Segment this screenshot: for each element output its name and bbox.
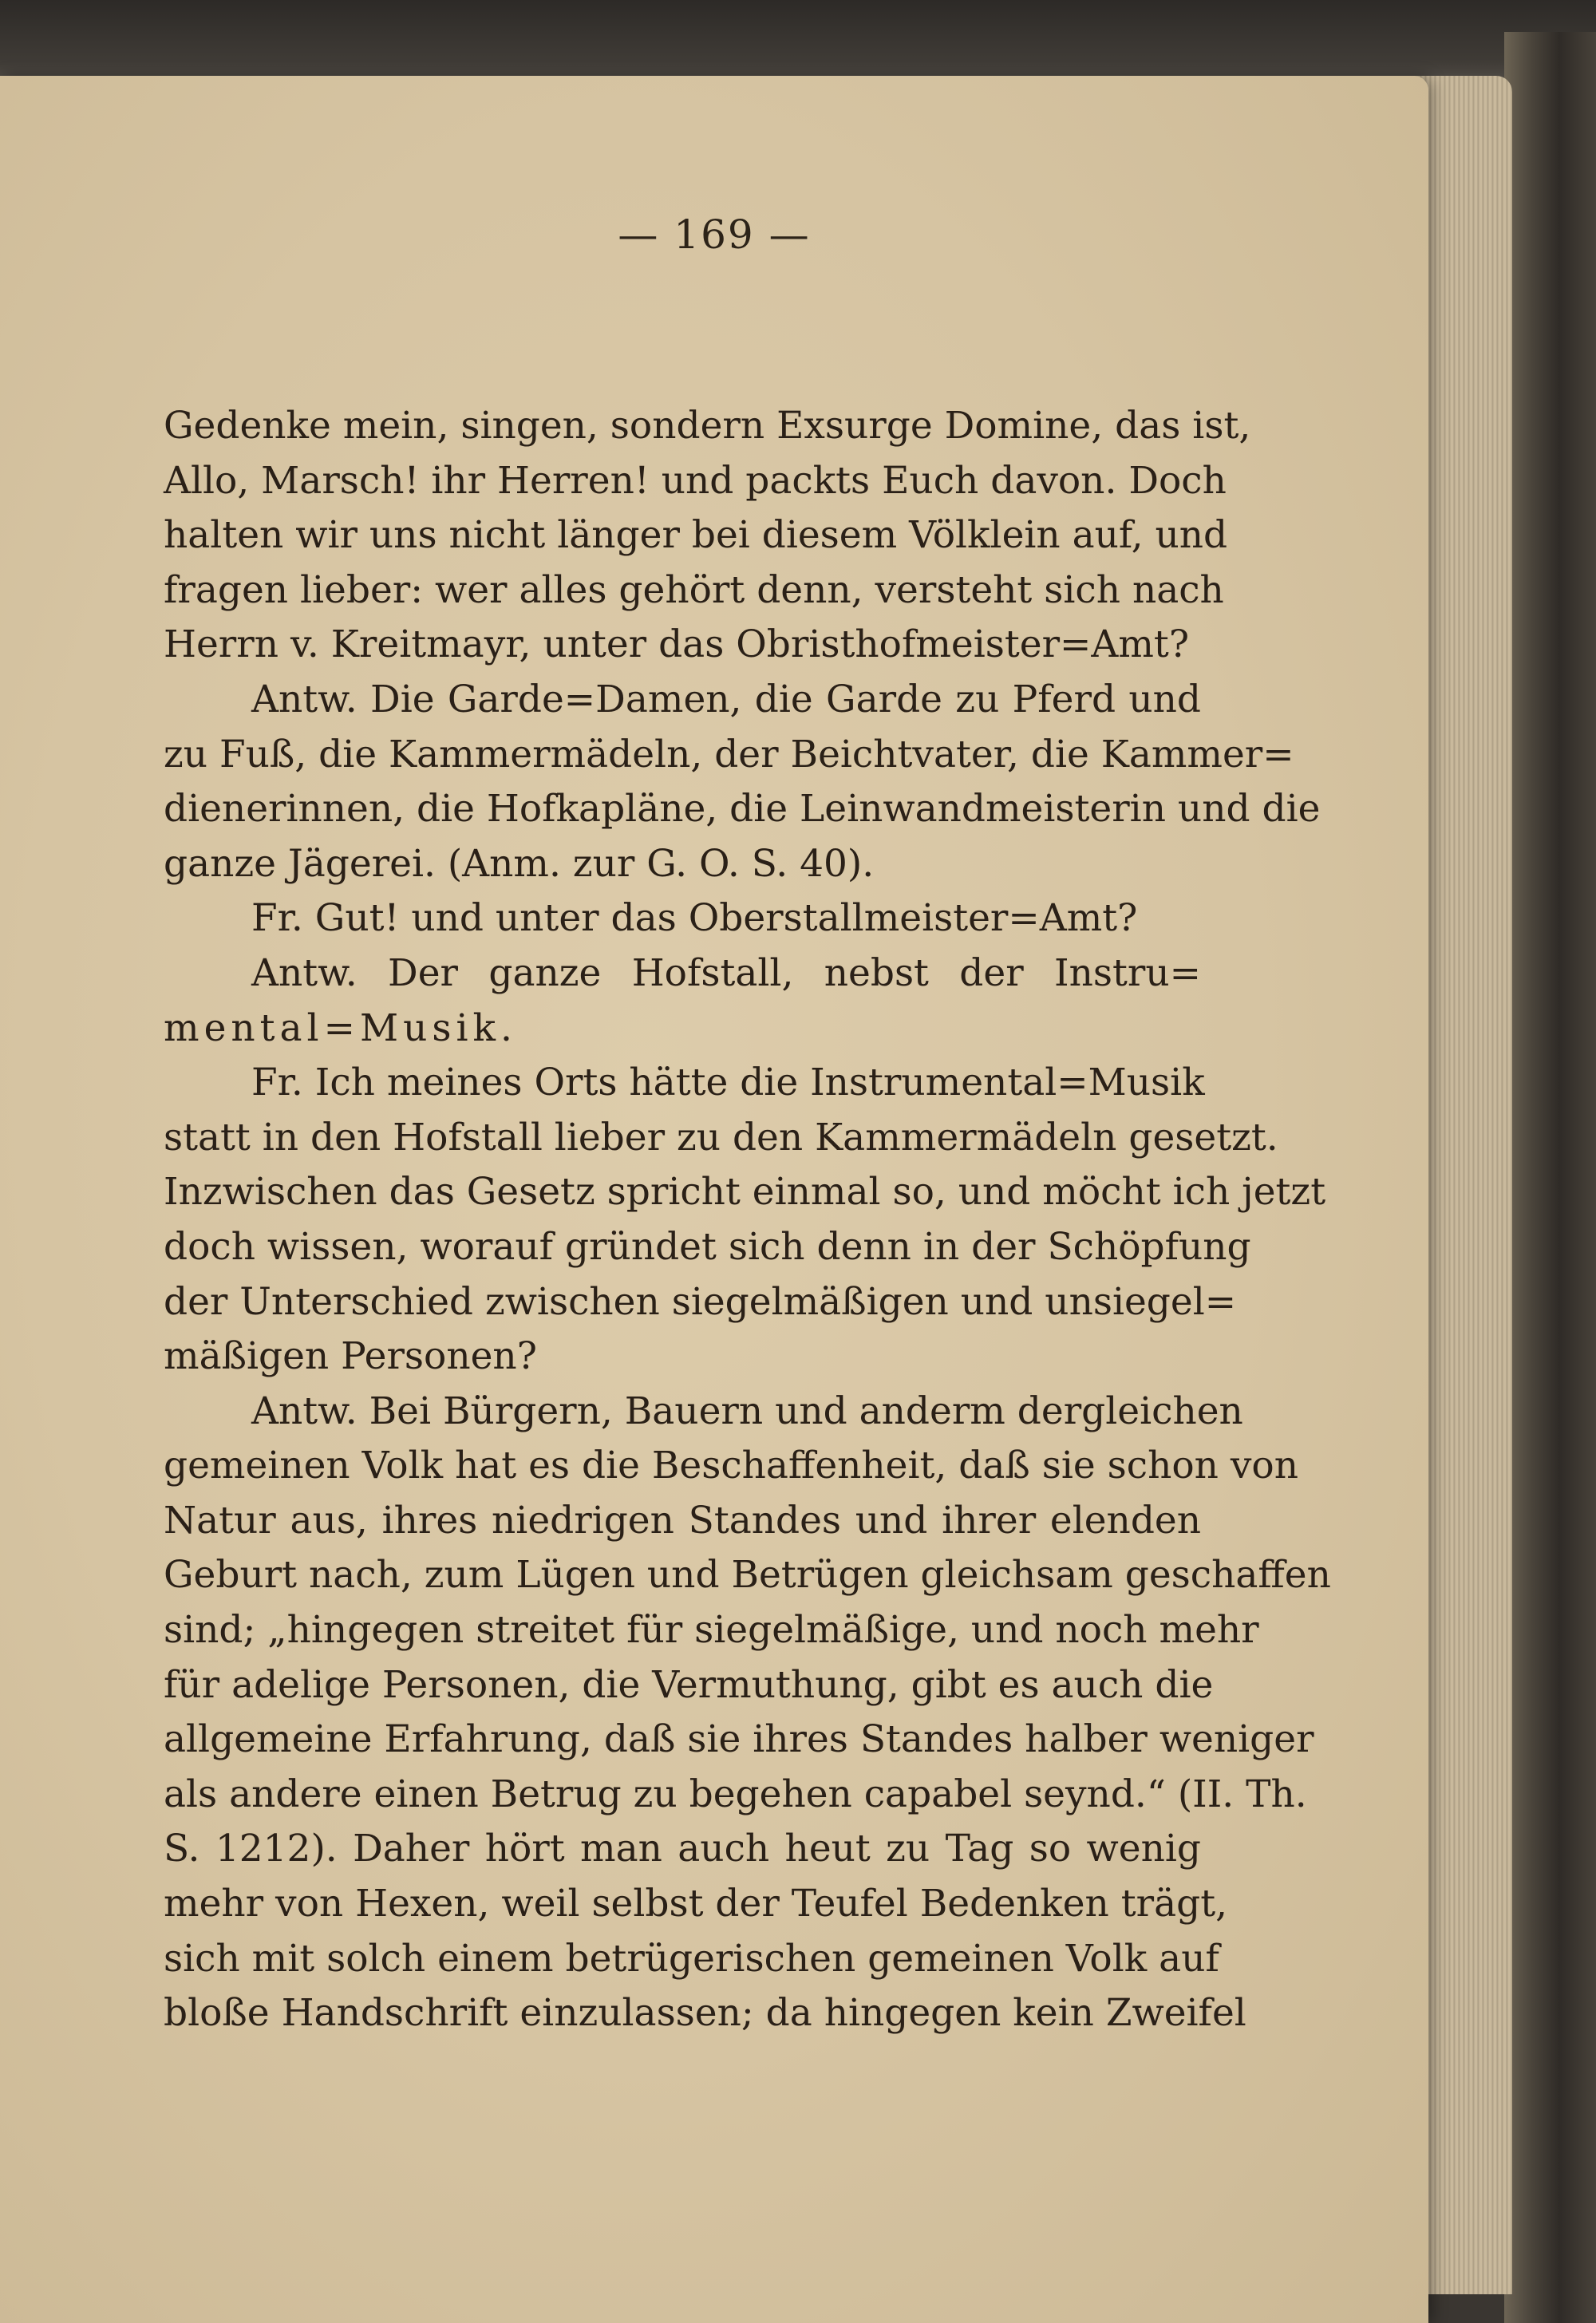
text-line: sind; „hingegen streitet für siegelmäßige, und noch mehr (164, 1608, 1259, 1653)
book-page (0, 76, 1428, 2323)
text-line: der Unterschied zwischen siegelmäßigen und unsiegel= (164, 1279, 1237, 1324)
text-line: fragen lieber: wer alles gehört denn, versteht sich nach (164, 567, 1224, 612)
text-line: Allo, Marsch! ihr Herren! und packts Euch davon. Doch (164, 458, 1227, 503)
book-spine-edge (1504, 32, 1596, 2323)
text-line: Herrn v. Kreitmayr, unter das Obristhofmeister=Amt? (164, 622, 1190, 667)
text-line: mäßigen Personen? (164, 1334, 537, 1379)
text-line: Fr. Ich meines Orts hätte die Instrumental=Musik (251, 1061, 1205, 1105)
text-line: mental=Musik. (164, 1005, 517, 1050)
text-line: Geburt nach, zum Lügen und Betrügen gleichsam geschaffen (164, 1553, 1331, 1598)
text-line: gemeinen Volk hat es die Beschaffenheit, daß sie schon von (164, 1444, 1298, 1488)
text-line: Natur aus, ihres niedrigen Standes und ihrer elenden (164, 1498, 1201, 1543)
text-line: halten wir uns nicht länger bei diesem Völklein auf, und (164, 513, 1228, 558)
text-line: Fr. Gut! und unter das Oberstallmeister=Amt? (251, 896, 1138, 941)
text-line: zu Fuß, die Kammermädeln, der Beichtvater, die Kammer= (164, 732, 1294, 776)
page-number: — 169 — (618, 211, 811, 258)
text-line: ganze Jägerei. (Anm. zur G. O. S. 40). (164, 841, 875, 886)
text-line: dienerinnen, die Hofkapläne, die Leinwandmeisterin und die (164, 787, 1321, 832)
text-line: als andere einen Betrug zu begehen capabel seynd.“ (II. Th. (164, 1772, 1307, 1816)
text-line: doch wissen, worauf gründet sich denn in der Schöpfung (164, 1224, 1251, 1269)
text-line: Gedenke mein, singen, sondern Exsurge Domine, das ist, (164, 404, 1251, 448)
text-line: Antw. Die Garde=Damen, die Garde zu Pferd und (251, 677, 1201, 721)
text-line: S. 1212). Daher hört man auch heut zu Tag so wenig (164, 1827, 1201, 1871)
text-line: bloße Handschrift einzulassen; da hingegen kein Zweifel (164, 1991, 1246, 2036)
text-line: statt in den Hofstall lieber zu den Kammermädeln gesetzt. (164, 1115, 1278, 1160)
book-cover-top (0, 0, 1596, 88)
text-body (164, 399, 1331, 2041)
text-line: Inzwischen das Gesetz spricht einmal so, und möcht ich jetzt (164, 1170, 1326, 1215)
text-line: mehr von Hexen, weil selbst der Teufel Bedenken trägt, (164, 1882, 1228, 1926)
text-line: allgemeine Erfahrung, daß sie ihres Standes halber weniger (164, 1717, 1314, 1762)
text-line: Antw. Bei Bürgern, Bauern und anderm dergleichen (251, 1389, 1243, 1433)
text-line: für adelige Personen, die Vermuthung, gibt es auch die (164, 1662, 1214, 1707)
text-line: Antw. Der ganze Hofstall, nebst der Instru= (251, 950, 1201, 995)
text-line: sich mit solch einem betrügerischen gemeinen Volk auf (164, 1936, 1219, 1981)
